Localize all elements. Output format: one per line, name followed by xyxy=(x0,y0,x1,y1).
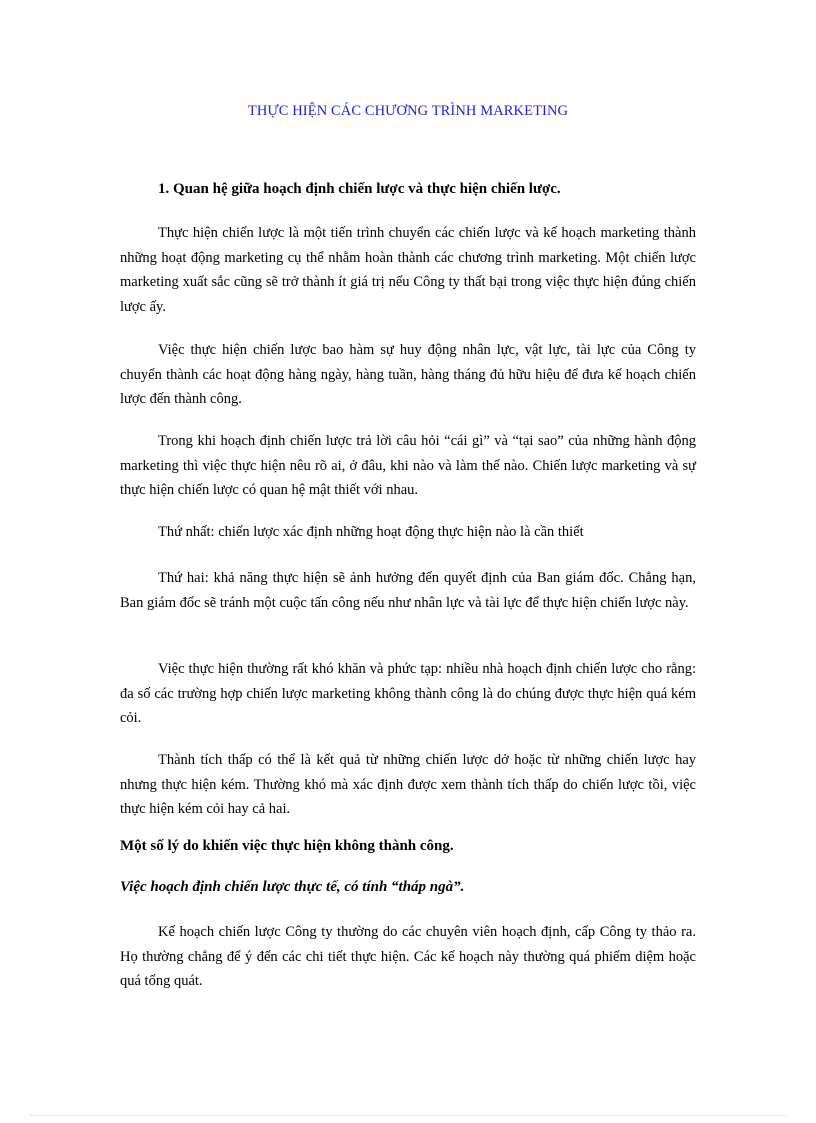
document-title: THỰC HIỆN CÁC CHƯƠNG TRÌNH MARKETING xyxy=(247,103,569,119)
paragraph: Thứ hai: khả năng thực hiện sẽ ảnh hưởng đến quyết định của Ban giám đốc. Chẳng hạn, Ban giám đốc sẽ tránh một cuộc tấn công nếu như nhân lực và tài lực để thực hiện chiến lược này. xyxy=(120,570,696,611)
paragraph: Kế hoạch chiến lược Công ty thường do các chuyên viên hoạch định, cấp Công ty thảo ra. Họ thường chẳng để ý đến các chi tiết thực hiện. Các kế hoạch này thường quá phiếm diệm hoặc quá tổng quát. xyxy=(120,924,696,989)
paragraph: Việc thực hiện thường rất khó khăn và phức tạp: nhiều nhà hoạch định chiến lược cho rằng: đa số các trường hợp chiến lược marketing không thành công là do chúng được thực hiện quá kém cỏi. xyxy=(120,661,696,726)
page-footer-divider xyxy=(30,1115,786,1116)
paragraph: Thứ nhất: chiến lược xác định những hoạt động thực hiện nào là cần thiết xyxy=(158,524,584,540)
reasons-heading: Một số lý do khiến việc thực hiện không thành công. xyxy=(120,838,454,854)
paragraph: Việc thực hiện chiến lược bao hàm sự huy động nhân lực, vật lực, tài lực của Công ty chuyển thành các hoạt động hàng ngày, hàng tuần, hàng tháng đủ hữu hiệu để đưa kế hoạch chiến lược đến thành công. xyxy=(120,342,696,407)
paragraph: Trong khi hoạch định chiến lược trả lời câu hỏi “cái gì” và “tại sao” của những hành động marketing thì việc thực hiện nêu rõ ai, ở đâu, khi nào và làm thế nào. Chiến lược marketing và sự thực hiện chiến lược có quan hệ mật thiết với nhau. xyxy=(120,433,696,498)
paragraph: Thực hiện chiến lược là một tiến trình chuyển các chiến lược và kế hoạch marketing thành những hoạt động marketing cụ thể nhằm hoàn thành các chương trình marketing. Một chiến lược marketing xuất sắc cũng sẽ trở thành ít giá trị nếu Công ty thất bại trong việc thực hiện đúng chiến lược ấy. xyxy=(120,225,696,315)
section-heading: 1. Quan hệ giữa hoạch định chiến lược và thực hiện chiến lược. xyxy=(158,181,561,197)
paragraph: Thành tích thấp có thể là kết quả từ những chiến lược dở hoặc từ những chiến lược hay nhưng thực hiện kém. Thường khó mà xác định được xem thành tích thấp do chiến lược tồi, việc thực hiện kém cỏi hay cả hai. xyxy=(120,752,696,817)
reason-subheading: Việc hoạch định chiến lược thực tế, có tính “tháp ngà”. xyxy=(120,879,465,895)
